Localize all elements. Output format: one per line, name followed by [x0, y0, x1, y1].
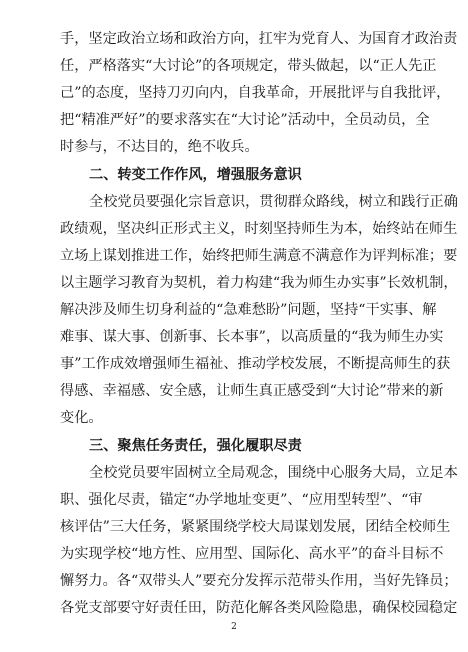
paragraph-line: 立场上谋划推进工作，始终把师生满意不满意作为评判标准；要 — [60, 247, 458, 264]
paragraph-line: 全校党员要牢固树立全局观念，围绕中心服务大局，立足本 — [89, 464, 458, 481]
paragraph-line: 时参与，不达目的，绝不收兵。 — [60, 139, 259, 156]
page-number: 2 — [231, 622, 237, 632]
section-heading-2: 二、转变工作作风，增强服务意识 — [89, 166, 302, 183]
paragraph-line: 事”工作成效增强师生福祉、推动学校发展，不断提高师生的获 — [60, 356, 451, 373]
paragraph-line: 手，坚定政治立场和政治方向，扛牢为党育人、为国育才政治责 — [60, 31, 458, 47]
paragraph-line: 核评估”三大任务，紧紧围绕学校大局谋划发展，团结全校师生 — [60, 518, 451, 535]
section-heading-3: 三、聚焦任务责任，强化履职尽责 — [89, 437, 302, 454]
paragraph-line: 全校党员要强化宗旨意识，贯彻群众路线，树立和践行正确 — [89, 193, 458, 210]
paragraph-line: 难事、谋大事、创新事、长本事”，以高质量的“我为师生办实 — [60, 329, 444, 346]
paragraph-line: 职、强化尽责，锚定“办学地址变更”、“应用型转型”、“审 — [60, 491, 423, 508]
paragraph-line: 各党支部要守好责任田，防范化解各类风险隐患，确保校园稳定 — [60, 600, 458, 617]
paragraph-line: 解决涉及师生切身利益的“急难愁盼”问题，坚持“干实事、解 — [60, 302, 437, 318]
paragraph-line: 把“精准严好”的要求落实在“大讨论”活动中，全员动员，全 — [60, 112, 430, 129]
paragraph-line: 政绩观，坚决纠正形式主义，时刻坚持师生为本，始终站在师生 — [60, 220, 458, 237]
paragraph-line: 为实现学校“地方性、应用型、国际化、高水平”的奋斗目标不 — [60, 545, 444, 562]
paragraph-line: 以主题学习教育为契机，着力构建“我为师生办实事”长效机制， — [60, 274, 458, 291]
paragraph-line: 懈努力。各“双带头人”要充分发挥示范带头作用，当好先锋员； — [60, 573, 458, 589]
paragraph-line: 任，严格落实“大讨论”的各项规定，带头做起，以“正人先正 — [60, 58, 437, 75]
paragraph-line: 得感、幸福感、安全感，让师生真正感受到“大讨论”带来的新 — [60, 383, 444, 400]
paragraph-line: 变化。 — [60, 410, 103, 427]
paragraph-line: 己”的态度，坚持刀刃向内，自我革命，开展批评与自我批评， — [60, 85, 451, 102]
